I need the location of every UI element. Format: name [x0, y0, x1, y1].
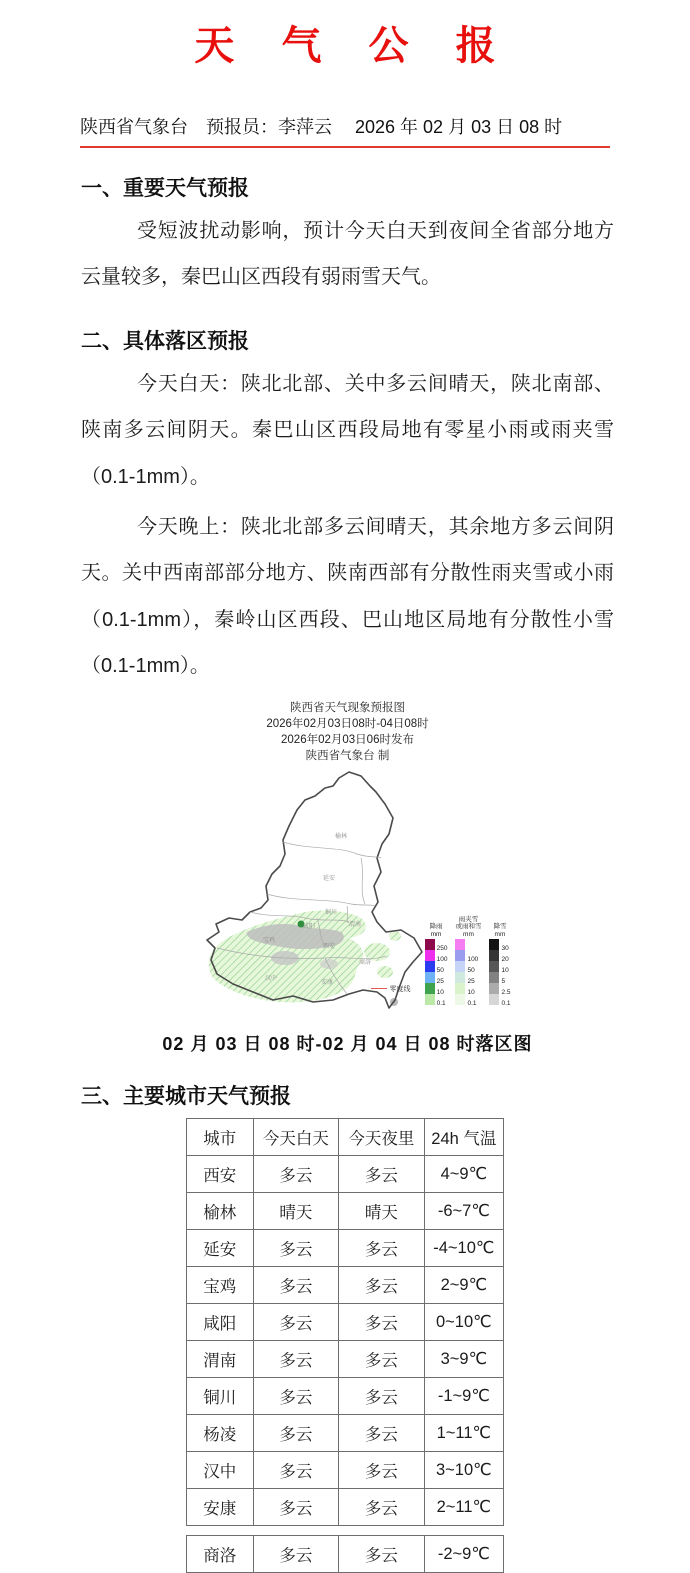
table-cell: 多云 [339, 1303, 425, 1340]
table-cell: 晴天 [253, 1192, 339, 1229]
legend-color-swatch [455, 994, 465, 1005]
table-cell: 多云 [253, 1266, 339, 1303]
table-row [187, 1266, 504, 1303]
table-cell: 多云 [339, 1340, 425, 1377]
legend-value-label: 50 [467, 967, 475, 975]
legend-value-label: 0.1 [501, 1000, 511, 1008]
legend-value-label: 0.1 [436, 1000, 446, 1008]
legend-color-swatch [425, 961, 435, 972]
table-cell: 延安 [187, 1229, 254, 1266]
table-cell: 多云 [339, 1229, 425, 1266]
table-cell: 4~9℃ [424, 1155, 503, 1192]
table-cell: 2~9℃ [424, 1266, 503, 1303]
legend-color-swatch [455, 983, 465, 994]
section2-paragraph-night: 今天晚上：陕北北部多云间晴天，其余地方多云间阴天。关中西南部部分地方、陕南西部有分散性雨夹雪或小雨（0.1-1mm），秦岭山区西段、巴山地区局地有分散性小雪（0.1-1mm）。 [81, 515, 614, 678]
map-title-line4: 陕西省气象台 制 [305, 749, 390, 762]
map-city-label: 宝鸡 [262, 937, 275, 944]
document-body [81, 172, 614, 1110]
internal-boundary [267, 894, 375, 906]
legend-bar-segment [489, 939, 509, 953]
table-cell: 多云 [339, 1451, 425, 1488]
legend-value-label: 10 [467, 989, 475, 997]
table-cell: 多云 [339, 1488, 425, 1525]
table-cell: 多云 [339, 1535, 425, 1572]
table-cell: 多云 [253, 1377, 339, 1414]
table-cell: 安康 [187, 1488, 254, 1525]
legend-snow [489, 923, 511, 1008]
legend-color-swatch [425, 994, 435, 1005]
table-row [187, 1377, 504, 1414]
legend-bar-segment [455, 939, 467, 950]
table-cell: 汉中 [187, 1451, 254, 1488]
table-cell: 3~9℃ [424, 1340, 503, 1377]
table-cell: -6~7℃ [424, 1192, 503, 1229]
table-cell: 铜川 [187, 1377, 254, 1414]
map-city-label: 西安 [322, 943, 335, 950]
table-cell: -1~9℃ [424, 1377, 503, 1414]
legend-value-label: 250 [436, 945, 448, 953]
table-cell: 晴天 [339, 1192, 425, 1229]
legend-value-label: 100 [467, 956, 479, 964]
table-cell: 0~10℃ [424, 1303, 503, 1340]
col-header-temp: 24h 气温 [424, 1118, 503, 1155]
rain-patch [389, 931, 401, 941]
legend-value-label: 10 [501, 967, 509, 975]
legend-color-swatch [425, 939, 435, 950]
legend-value-label: 20 [501, 956, 509, 964]
table-row [187, 1451, 504, 1488]
map-city-label: 汉中 [264, 975, 277, 982]
bulletin-header: 陕西省气象台 预报员：李萍云 2026 年 02 月 03 日 08 时 [80, 113, 610, 148]
legend-value-label: 50 [436, 967, 444, 975]
legend-value-label: 0.1 [467, 1000, 477, 1008]
legend-value-label: 30 [501, 945, 509, 953]
table-cell: 3~10℃ [424, 1451, 503, 1488]
forecast-map-block [183, 700, 513, 1018]
table-row [187, 1488, 504, 1525]
legend-value-label: 100 [436, 956, 448, 964]
legend-color-swatch [455, 939, 465, 950]
legend-color-swatch [425, 950, 435, 961]
section1-paragraph: 受短波扰动影响，预计今天白天到夜间全省部分地方云量较多，秦巴山区西段有弱雨雪天气。 [81, 220, 614, 289]
map-city-label: 铜川 [324, 909, 337, 916]
map-title-line1: 陕西省天气现象预报图 [290, 701, 405, 714]
map-titles [183, 700, 513, 764]
section2-paragraph-day: 今天白天：陕北北部、关中多云间晴天，陕北南部、陕南多云间阴天。秦巴山区西段局地有零星小雨或雨夹雪（0.1-1mm）。 [81, 372, 614, 488]
legend-color-swatch [455, 950, 465, 961]
map-title-line2: 2026年02月03日08时-04日08时 [266, 717, 429, 730]
table-cell: 多云 [253, 1451, 339, 1488]
legend-bar-segment [489, 983, 511, 997]
table-row [187, 1303, 504, 1340]
table-header-row [187, 1118, 504, 1155]
col-header-city: 城市 [187, 1118, 254, 1155]
legend-bar-title: 雨夹雪 或雨和雪 mm [455, 915, 482, 938]
table-cell: 多云 [339, 1155, 425, 1192]
internal-boundary [361, 858, 365, 904]
table-cell: 西安 [187, 1155, 254, 1192]
table-cell: 多云 [253, 1340, 339, 1377]
legend-bar-segment [425, 939, 448, 953]
col-header-day: 今天白天 [253, 1118, 339, 1155]
legend-color-swatch [455, 972, 465, 983]
table-cell: 多云 [253, 1155, 339, 1192]
map-title-line3: 2026年02月03日06时发布 [281, 733, 414, 746]
table-cell: 杨凌 [187, 1414, 254, 1451]
legend-color-swatch [489, 950, 499, 961]
table-cell: 多云 [339, 1414, 425, 1451]
snow-patch [320, 959, 338, 969]
legend-color-swatch [489, 972, 499, 983]
legend-color-swatch [489, 983, 499, 994]
table-row [187, 1340, 504, 1377]
legend-value-label: 25 [467, 978, 475, 986]
table-cell: 咸阳 [187, 1303, 254, 1340]
map-city-label: 商洛 [358, 959, 371, 966]
legend-value-label: 2.5 [501, 989, 511, 997]
legend-rain [425, 923, 448, 1008]
table-cell: 多云 [253, 1229, 339, 1266]
table-cell: 2~11℃ [424, 1488, 503, 1525]
legend-bar-title: 降雨 mm [429, 923, 443, 938]
table-cell: 商洛 [187, 1535, 254, 1572]
legend-color-swatch [455, 961, 465, 972]
table-row [187, 1535, 504, 1572]
legend-color-swatch [489, 961, 499, 972]
table-cell: 多云 [339, 1266, 425, 1303]
table-cell: 宝鸡 [187, 1266, 254, 1303]
legend-value-label: 25 [436, 978, 444, 986]
map-legend [425, 916, 511, 1006]
section3-heading: 三、主要城市天气预报 [81, 1084, 291, 1108]
col-header-night: 今天夜里 [339, 1118, 425, 1155]
page-title: 天 气 公 报 [194, 24, 514, 68]
shaanxi-weather-map [189, 766, 511, 1018]
table-cell: 榆林 [187, 1192, 254, 1229]
map-city-label: 榆林 [334, 833, 347, 840]
table-cell: 渭南 [187, 1340, 254, 1377]
map-city-label: 渭南 [348, 921, 361, 928]
table-cell: -4~10℃ [424, 1229, 503, 1266]
table-cell: 多云 [253, 1488, 339, 1525]
table-cell: 多云 [253, 1535, 339, 1572]
table-row [187, 1414, 504, 1451]
zero-line-icon [371, 988, 387, 989]
table-cell: 多云 [253, 1414, 339, 1451]
map-city-label: 安康 [320, 979, 333, 986]
legend-color-swatch [425, 983, 435, 994]
internal-boundary [283, 842, 381, 858]
map-city-label: 延安 [322, 875, 335, 882]
legend-color-swatch [489, 994, 499, 1005]
table-row [187, 1155, 504, 1192]
legend-value-label: 5 [501, 978, 506, 986]
map-city-label: 咸阳 [302, 923, 315, 930]
legend-bar-title: 降雪 mm [493, 923, 507, 938]
city-forecast-table [186, 1118, 504, 1526]
zero-line-label: 零度线 [389, 985, 411, 993]
table-row [187, 1229, 504, 1266]
map-caption: 02 月 03 日 08 时-02 月 04 日 08 时落区图 [162, 1033, 533, 1054]
table-row [187, 1192, 504, 1229]
legend-zero-line [371, 984, 411, 994]
table-cell: 多云 [253, 1303, 339, 1340]
table-cell: 多云 [339, 1377, 425, 1414]
table-cell: -2~9℃ [424, 1535, 503, 1572]
legend-value-label: 10 [436, 989, 444, 997]
section2-heading: 二、具体落区预报 [81, 329, 249, 353]
city-forecast-table-extra [186, 1535, 504, 1573]
rain-patch [377, 966, 393, 978]
legend-color-swatch [489, 939, 499, 950]
legend-color-swatch [425, 972, 435, 983]
legend-bar-segment [455, 950, 479, 964]
legend-sleet [455, 916, 481, 1006]
section1-heading: 一、重要天气预报 [81, 177, 249, 200]
table-cell: 1~11℃ [424, 1414, 503, 1451]
